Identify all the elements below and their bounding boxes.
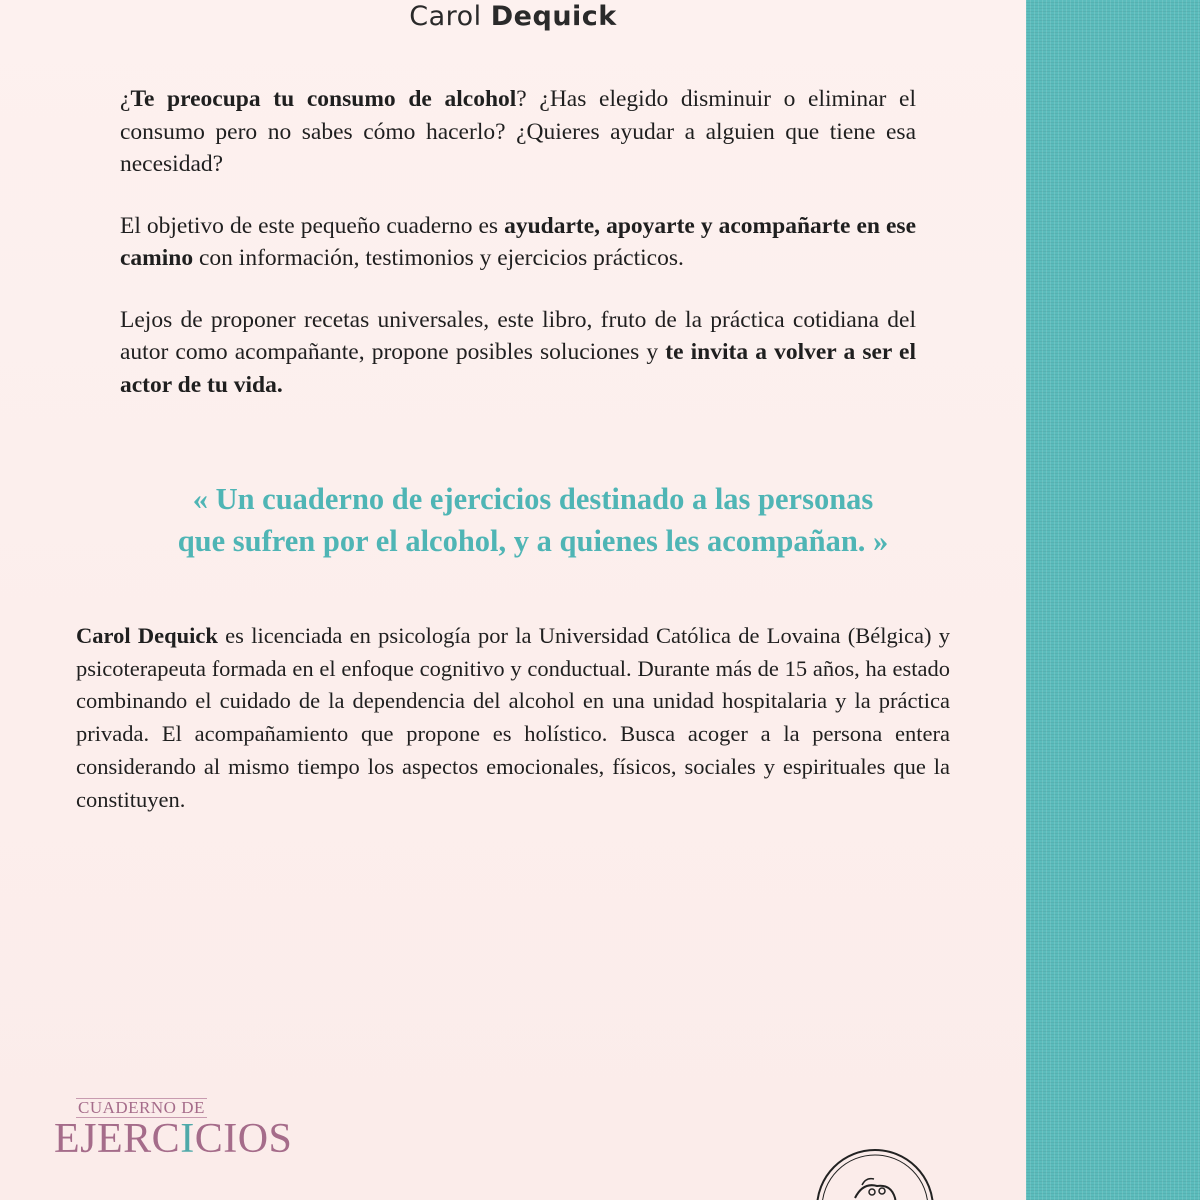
series-logo-top: CUADERNO DE	[78, 1098, 205, 1117]
blurb-paragraph-1	[120, 83, 916, 181]
text-run-bold: ayudarte, apoyarte y acompañarte en ese camino	[120, 212, 917, 271]
text-run: con información, testimonios y ejercicios prácticos.	[193, 245, 684, 271]
series-logo-part: CIOS	[194, 1116, 293, 1162]
pull-quote	[80, 478, 986, 562]
series-logo	[48, 1088, 318, 1168]
text-run-bold: Te preocupa tu consumo de alcohol	[130, 86, 517, 112]
blurb-paragraph-3	[120, 304, 916, 402]
blurb-paragraph-2	[120, 210, 916, 275]
author-first-name: Carol	[409, 1, 482, 32]
text-run-bold: te invita a volver a ser el actor de tu vida.	[120, 339, 917, 398]
bio-author-name: Carol Dequick	[76, 623, 218, 648]
series-logo-main	[54, 1114, 292, 1164]
author-last-name: Dequick	[490, 1, 617, 32]
pull-quote-line-2: que sufren por el alcohol, y a quienes les acompañan. »	[177, 524, 889, 558]
bio-text: es licenciada en psicología por la Universidad Católica de Lovaina (Bélgica) y psicoterapeuta formada en el enfoque cognitivo y conductual. Durante más de 15 años, ha estado combinando el cuidado de la dependencia del alcohol en una unidad hospitalaria y la práctica privada. El acompañamiento que propone es holístico. Busca acoger a la persona entera considerando al mismo tiempo los aspectos emocionales, físicos, sociales y espirituales que la constituyen.	[76, 623, 951, 812]
cover-spine-panel	[1026, 0, 1200, 1200]
author-bio	[76, 620, 950, 816]
publisher-mascot-icon	[810, 1140, 940, 1200]
text-run: Lejos de proponer recetas universales, este libro, fruto de la práctica cotidiana del autor como acompañante, propone posibles soluciones y	[120, 306, 916, 365]
text-run: ? ¿Has elegido disminuir o eliminar el consumo pero no sabes cómo hacerlo? ¿Quieres ayudar a alguien que tiene esa necesidad?	[120, 86, 916, 177]
text-run: ¿	[120, 86, 131, 112]
series-logo-pencil-letter: I	[180, 1116, 195, 1162]
series-logo-part: EJERC	[54, 1116, 181, 1162]
author-header	[0, 0, 1026, 40]
text-run: El objetivo de este pequeño cuaderno es	[120, 212, 505, 239]
pull-quote-line-1: « Un cuaderno de ejercicios destinado a las personas	[192, 482, 874, 516]
blurb	[120, 83, 916, 430]
